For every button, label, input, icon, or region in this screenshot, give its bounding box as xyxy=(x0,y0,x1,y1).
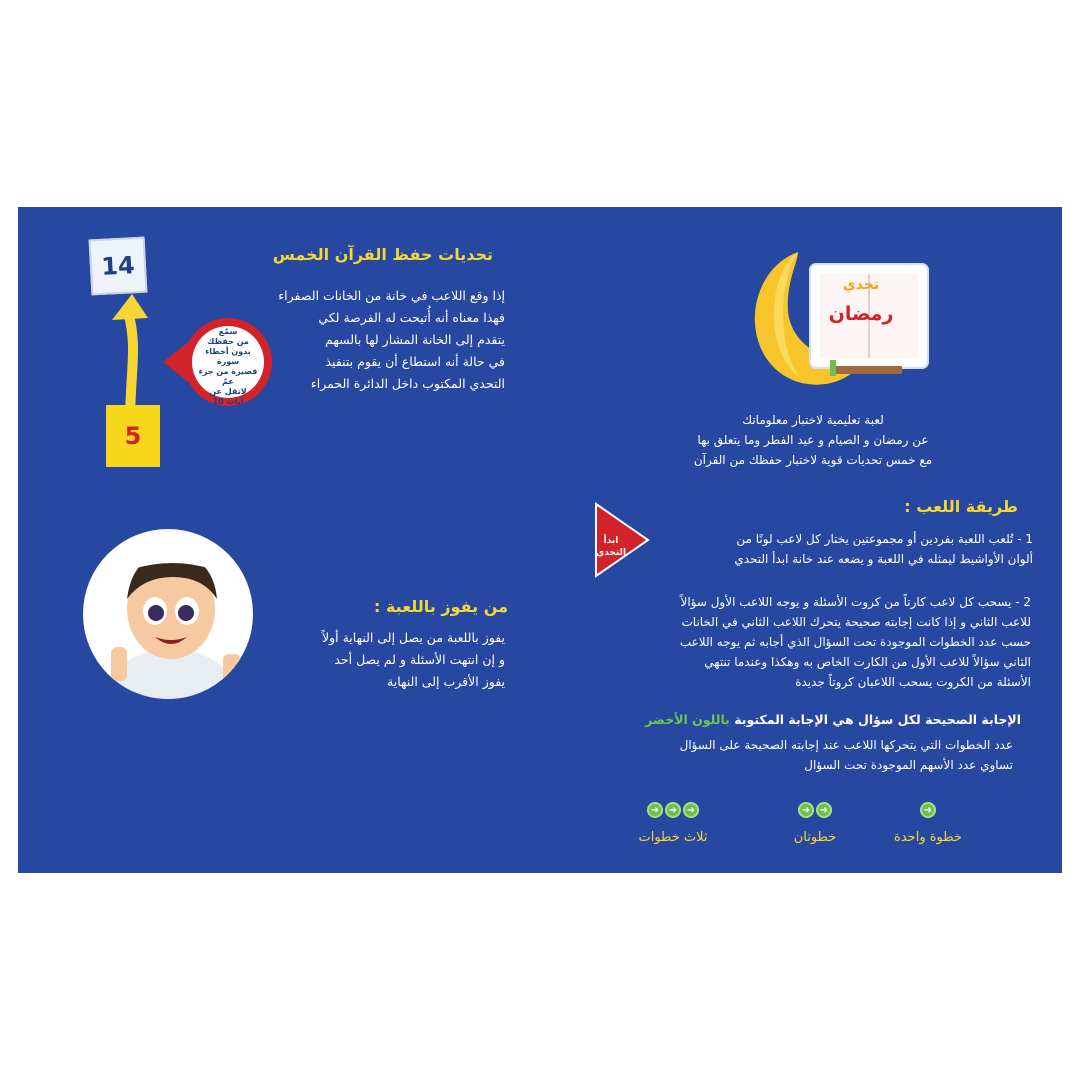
green-arrow-icon: ➜ xyxy=(816,802,832,818)
green-arrow-icon: ➜ xyxy=(665,802,681,818)
logo-word-2: رمضان xyxy=(828,303,894,325)
step-legend-three xyxy=(618,802,728,845)
winner-line: يفوز باللعبة من يصل إلى النهاية أولاً xyxy=(321,630,505,645)
green-arrow-icon: ➜ xyxy=(683,802,699,818)
bubble-line: بدون أخطاء سورة xyxy=(205,347,251,366)
step-legend-two xyxy=(770,802,860,845)
start-label-line: ابدأ xyxy=(603,536,619,546)
step-legend-one xyxy=(878,802,978,845)
intro-text xyxy=(608,410,1018,470)
boy-illustration xyxy=(83,529,253,699)
logo-word-1: تحدي xyxy=(842,277,880,293)
step-label: خطوة واحدة xyxy=(894,830,962,845)
green-arrow-icon: ➜ xyxy=(920,802,936,818)
rule-2-line: الأسئلة من الكروت يسحب اللاعبان كروتاً جديدة xyxy=(795,675,1031,689)
steps-line: تساوي عدد الأسهم الموجودة تحت السؤال xyxy=(804,758,1013,772)
winner-title: من يفوز باللعبة : xyxy=(374,597,508,616)
challenges-line: يتقدم إلى الخانة المشار لها بالسهم xyxy=(325,332,505,347)
bubble-line: لاتقل عن xyxy=(209,387,247,396)
boy-icon xyxy=(83,529,253,699)
rule-2-line: للاعب الثاني و إذا كانت إجابته صحيحة يتحرك اللاعب الثاني في الخانات xyxy=(681,615,1031,629)
steps-line: عدد الخطوات التي يتحركها اللاعب عند إجابته الصحيحة على السؤال xyxy=(679,738,1013,752)
bubble-line: قصيرة من جزء عمّ xyxy=(198,367,258,386)
green-arrow-icon: ➜ xyxy=(798,802,814,818)
rule-2 xyxy=(603,592,1031,692)
bubble-line: 10 آيات xyxy=(212,397,244,406)
rule-1-line: ألوان الأواشيط ليمثله في اللعبة و يضعه عند خانة ابدأ التحدي xyxy=(734,552,1033,566)
rule-2-line: 2 - يسحب كل لاعب كارتاً من كروت الأسئلة و يوجه اللاعب الأول سؤالاً xyxy=(680,595,1031,609)
game-instructions-panel xyxy=(18,207,1062,873)
rule-2-line: الثاني سؤالاً للاعب الأول من الكارت الخاص به وهكذا وعندما تنتهي xyxy=(704,655,1031,669)
challenge-bubble-text xyxy=(193,327,263,407)
challenges-title: تحديات حفظ القرآن الخمس xyxy=(272,245,493,264)
method-title: طريقة اللعب : xyxy=(904,497,1018,516)
rule-2-line: حسب عدد الخطوات الموجودة تحت السؤال الذي أجابه ثم يوجه اللاعب xyxy=(679,635,1031,649)
bubble-line: سمّع xyxy=(218,327,238,336)
answer-note-green: باللون الأخضر xyxy=(645,712,730,727)
start-label-line: التحدي xyxy=(595,548,627,558)
start-label xyxy=(591,535,631,559)
intro-line: عن رمضان و الصيام و عيد الفطر وما يتعلق بها xyxy=(697,433,929,447)
challenges-line: التحدي المكتوب داخل الدائرة الحمراء xyxy=(310,376,505,391)
intro-line: لعبة تعليمية لاختبار معلوماتك xyxy=(742,413,884,427)
rule-1 xyxy=(653,529,1033,569)
answer-note xyxy=(603,712,1021,727)
challenges-line: فهذا معناه أنه أُتيحت له الفرصة لكي xyxy=(318,310,505,325)
challenges-line: إذا وقع اللاعب في خانة من الخانات الصفراء xyxy=(278,288,505,303)
rule-1-line: 1 - تُلعب اللعبة بفردين أو مجموعتين يختار كل لاعب لونًا من xyxy=(736,532,1033,546)
intro-line: مع خمس تحديات قوية لاختبار حفظك من القرآن xyxy=(693,453,933,467)
step-label: خطوتان xyxy=(793,830,837,845)
green-arrow-icon: ➜ xyxy=(647,802,663,818)
step-label: ثلاث خطوات xyxy=(638,830,708,845)
winner-line: و إن انتهت الأسئلة و لم يصل أحد xyxy=(334,652,505,667)
challenges-line: في حالة أنه استطاع أن يقوم بتنفيذ xyxy=(325,354,505,369)
challenges-text xyxy=(273,285,505,395)
winner-line: يفوز الأقرب إلى النهاية xyxy=(387,674,505,689)
winner-text xyxy=(273,627,505,693)
bubble-line: من حفظك xyxy=(207,337,249,346)
target-square: 14 xyxy=(89,237,148,296)
yellow-square: 5 xyxy=(106,405,160,467)
answer-note-text: الإجابة الصحيحة لكل سؤال هي الإجابة المكتوبة xyxy=(729,712,1021,727)
steps-explanation xyxy=(603,735,1013,775)
